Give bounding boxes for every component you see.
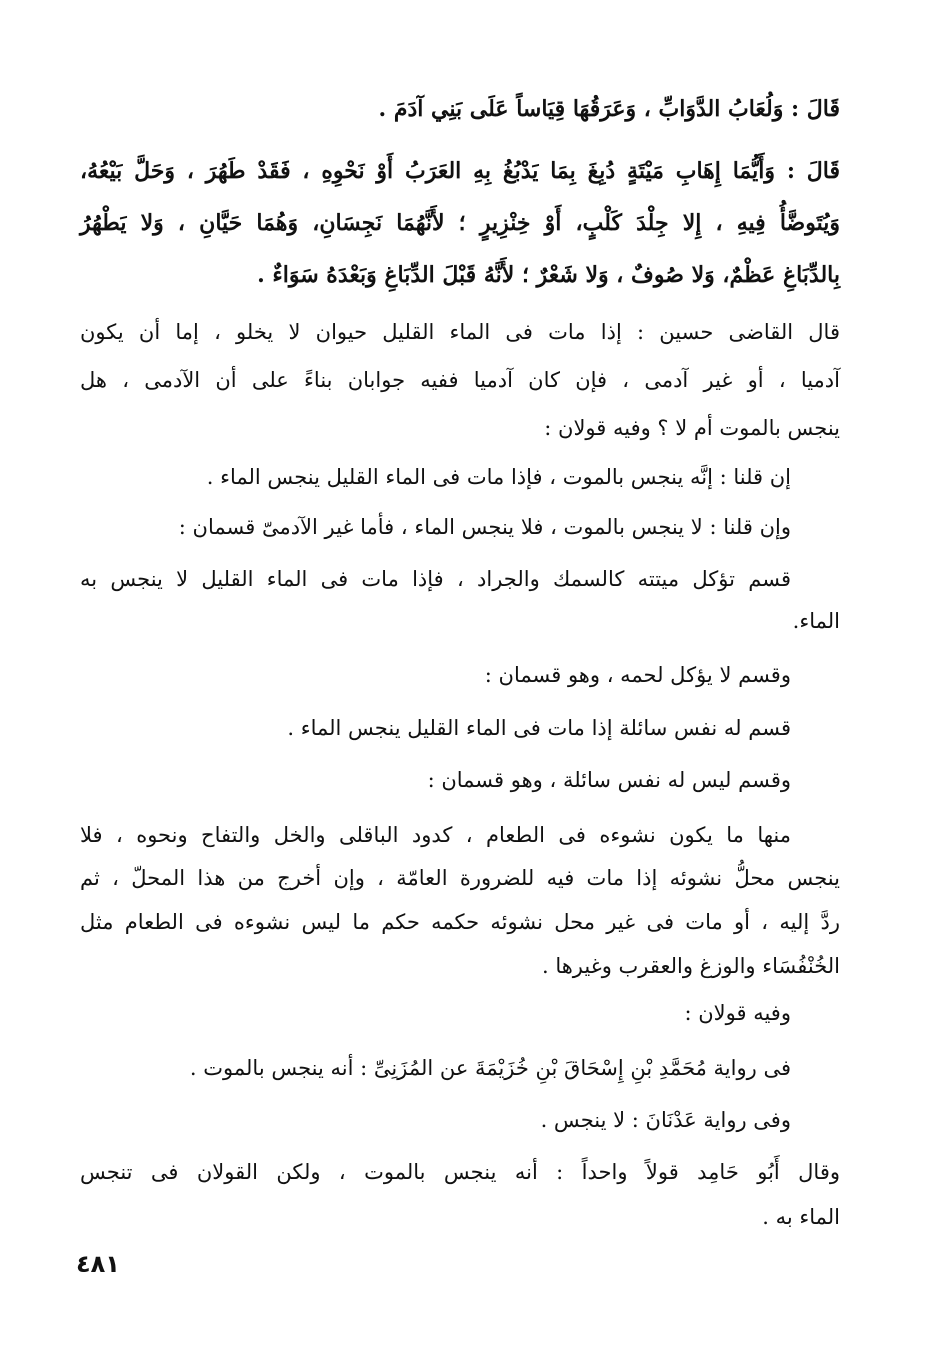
- text-line-20: فى رواية مُحَمَّدِ بْنِ إِسْحَاقَ بْنِ خُزَيْمَةَ عن المُزَنِىِّ : أنه ينجس بالموت .: [189, 1056, 791, 1080]
- page-number: ٤٨١: [76, 1250, 120, 1278]
- text-line-10: قسم تؤكل ميتته كالسمك والجراد ، فإذا مات فى الماء القليل لا ينجس به: [80, 567, 791, 591]
- text-line-4: بِالدِّبَاغِ عَظْمٌ، وَلا صُوفٌ ، وَلا شَعْرٌ ؛ لأَنَّهُ قَبْلَ الدِّبَاغِ وَبَعْدَهُ سَوَاءٌ .: [257, 262, 840, 288]
- text-line-9: وإن قلنا : لا ينجس بالموت ، فلا ينجس الماء ، فأما غير الآدمىّ قسمان :: [178, 515, 791, 539]
- text-line-2: قَالَ : وَأَيُّمَا إِهَابِ مَيْتَةٍ دُبِغَ بِمَا يَدْبُغُ بِهِ العَرَبُ أَوْ نَحْوِهِ ، فَقَدْ طَهُرَ ، وَحَلَّ بَيْعُهُ،: [80, 158, 840, 184]
- text-line-5: قال القاضى حسين : إذا مات فى الماء القليل حيوان لا يخلو ، إما أن يكون: [80, 320, 840, 344]
- text-line-3: وَيُتَوضَّأُ فِيهِ ، إِلا جِلْدَ كَلْبٍ، أَوْ خِنْزِيرٍ ؛ لأَنَّهُمَا نَجِسَانِ، وَهُمَا حَيَّانِ ، وَلا يَطْهُرُ: [80, 210, 840, 236]
- text-line-13: قسم له نفس سائلة إذا مات فى الماء القليل ينجس الماء .: [287, 716, 791, 740]
- text-line-18: الخُنْفُسَاء والوزغ والعقرب وغيرها .: [541, 954, 840, 978]
- text-line-22: وقال أَبُو حَامِد قولاً واحداً : أنه ينجس بالموت ، ولكن القولان فى تنجس: [80, 1160, 840, 1184]
- text-line-1: قَالَ : وَلُعَابُ الدَّوَابِّ ، وَعَرَقُهَا قِيَاساً عَلَى بَنِي آدَمَ .: [378, 96, 840, 122]
- text-line-23: الماء به .: [762, 1205, 840, 1229]
- text-line-19: وفيه قولان :: [684, 1001, 791, 1025]
- text-line-14: وقسم ليس له نفس سائلة ، وهو قسمان :: [427, 768, 791, 792]
- text-line-8: إن قلنا : إنَّه ينجس بالموت ، فإذا مات فى الماء القليل ينجس الماء .: [206, 465, 791, 489]
- text-line-6: آدميا ، أو غير آدمى ، فإن كان آدميا ففيه جوابان بناءً على أن الآدمى ، هل: [80, 368, 840, 392]
- text-line-15: منها ما يكون نشوءه فى الطعام ، كدود الباقلى والخل والتفاح ونحوه ، فلا: [80, 823, 791, 847]
- text-line-21: وفى رواية عَدْنَانَ : لا ينجس .: [540, 1108, 791, 1132]
- text-line-12: وقسم لا يؤكل لحمه ، وهو قسمان :: [484, 663, 791, 687]
- text-line-7: ينجس بالموت أم لا ؟ وفيه قولان :: [544, 416, 840, 440]
- text-line-16: ينجس محلُّ نشوئه إذا مات فيه للضرورة العامّة ، وإن أخرج من هذا المحلّ ، ثم: [80, 866, 840, 890]
- text-line-11: الماء.: [792, 609, 840, 633]
- text-line-17: ردَّ إليه ، أو مات فى غير محل نشوئه حكمه حكم ما ليس نشوءه فى الطعام مثل: [80, 910, 840, 934]
